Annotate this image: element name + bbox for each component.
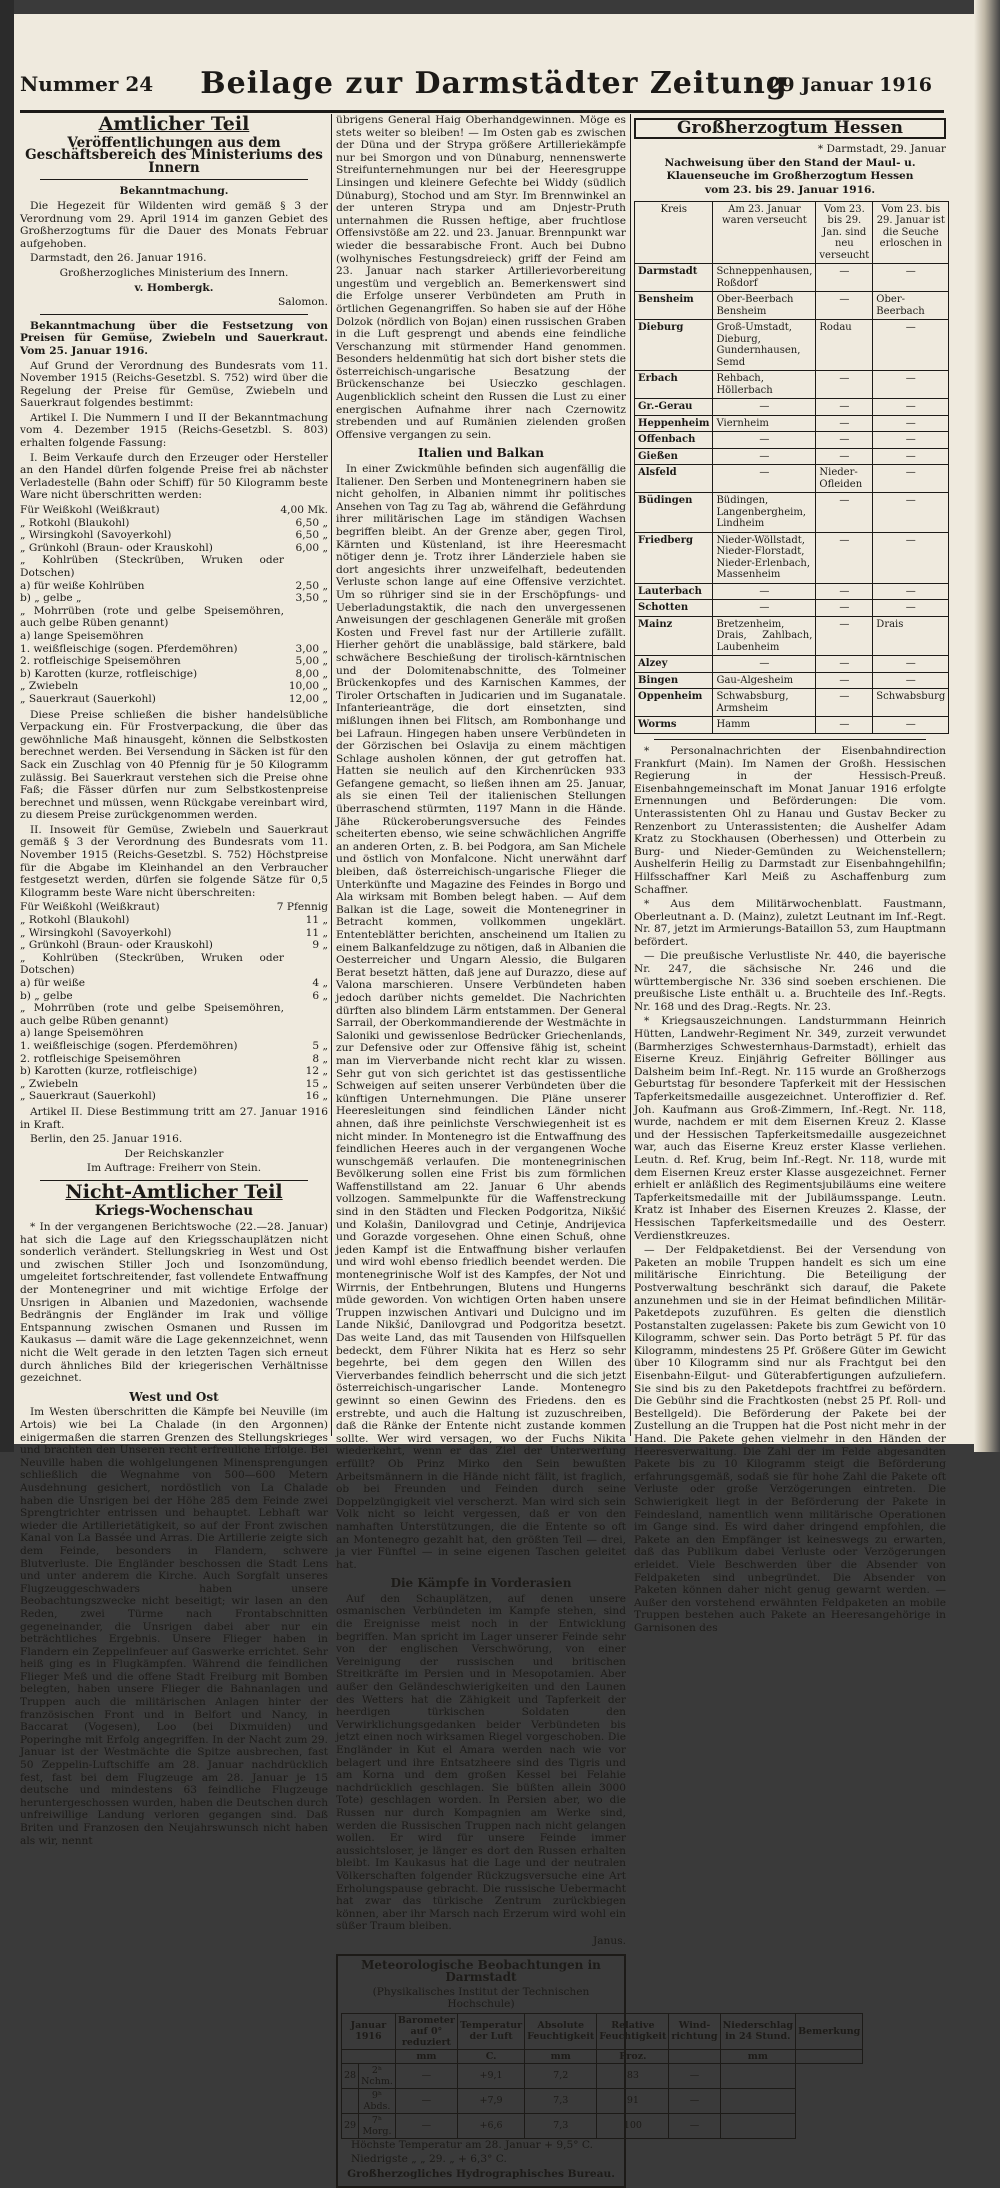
column-divider bbox=[630, 114, 631, 1436]
weather-unit bbox=[669, 2049, 720, 2063]
price-value: 6,50 „ bbox=[295, 516, 328, 529]
price-item: 2. rotfleischige Speisemöhren bbox=[20, 655, 181, 668]
table-cell: — bbox=[816, 415, 873, 432]
price-notice-office: Der Reichskanzler bbox=[124, 1147, 224, 1160]
price-item: b) Karotten (kurze, rotfleischige) bbox=[20, 1065, 198, 1078]
table-cell: — bbox=[873, 371, 949, 399]
table-cell: — bbox=[816, 448, 873, 465]
weather-unit bbox=[342, 2049, 396, 2063]
price-row bbox=[20, 680, 328, 693]
price-item: a) für weiße bbox=[20, 977, 86, 989]
section-1: I. Beim Verkaufe durch den Erzeuger oder Hersteller an den Handel dürfen folgende Preise frei ab nächster Verladestelle (Bahn oder Schiff) für 50 Kilogramm beste Ware nicht überschritten werden: bbox=[20, 451, 328, 502]
price-row bbox=[20, 605, 328, 630]
table-row bbox=[635, 415, 949, 432]
table-cell: Drais bbox=[873, 616, 949, 656]
italy-balkan-heading: Italien und Balkan bbox=[418, 446, 544, 461]
district-cell: Alzey bbox=[635, 656, 713, 673]
price-row bbox=[20, 1002, 328, 1027]
price-item: Für Weißkohl (Weißkraut) bbox=[20, 504, 160, 517]
notice-heading: Bekanntmachung. bbox=[119, 185, 229, 198]
table-header: Vom 23. bis 29. Januar ist die Seuche erloschen in bbox=[873, 201, 949, 264]
district-cell: Worms bbox=[635, 717, 713, 734]
table-cell: Rodau bbox=[816, 320, 873, 371]
price-row bbox=[20, 668, 328, 681]
district-cell: Mainz bbox=[635, 616, 713, 656]
price-row bbox=[20, 914, 328, 927]
epidemic-table-title: Nachweisung über den Stand der Maul- u. Klauenseuche im Großherzogtum Hessen bbox=[664, 157, 916, 182]
price-item: a) für weiße Kohlrüben bbox=[20, 579, 145, 592]
weather-box bbox=[336, 1954, 861, 2188]
price-row bbox=[20, 693, 328, 706]
weather-cell: 7ʰ Morg. bbox=[359, 2113, 396, 2138]
price-row bbox=[20, 939, 328, 952]
asia-signature: Janus. bbox=[592, 1934, 626, 1947]
asia-heading: Die Kämpfe in Vorderasien bbox=[390, 1576, 572, 1591]
casualty-list-news: — Die preußische Verlustliste Nr. 440, die bayerische Nr. 247, die sächsische Nr. 246 und die württembergische Nr. 336 sind soeben erschienen. Die preußische Liste enthält u. a. Bruchteile des Inf.-Regts. Nr. 168 und des Drag.-Regts. Nr. 23. bbox=[634, 950, 946, 1013]
weather-unit: Proz. bbox=[597, 2049, 669, 2063]
table-cell: — bbox=[816, 616, 873, 656]
price-notice-place: Berlin, den 25. Januar 1916. bbox=[30, 1133, 183, 1146]
price-notice-intro: Auf Grund der Verordnung des Bundesrats vom 11. November 1915 (Reichs-Gesetzbl. S. 752) wird über die Regelung der Preise für Gemüse, Zwiebeln und Sauerkraut folgendes bestimmt: bbox=[20, 359, 328, 410]
price-item: 1. weißfleischige (sogen. Pferdemöhren) bbox=[20, 642, 238, 655]
price-row bbox=[20, 580, 328, 593]
column-1 bbox=[20, 113, 329, 1847]
table-cell: Schwabsburg, Armsheim bbox=[713, 689, 816, 717]
table-row bbox=[635, 264, 949, 292]
table-row bbox=[635, 465, 949, 493]
table-cell: — bbox=[873, 656, 949, 673]
district-cell: Offenbach bbox=[635, 432, 713, 449]
weather-cell: — bbox=[395, 2063, 457, 2088]
price-row bbox=[20, 1053, 328, 1066]
weather-office: Großherzogliches Hydrographisches Bureau. bbox=[347, 2168, 615, 2181]
table-header: Vom 23. bis 29. Jan. sind neu verseucht bbox=[816, 201, 873, 264]
west-east-heading: West und Ost bbox=[129, 1389, 219, 1404]
price-notice-signature: Im Auftrage: Freiherr von Stein. bbox=[86, 1162, 262, 1175]
price-item: „ Wirsingkohl (Savoyerkohl) bbox=[20, 926, 172, 939]
table-cell: — bbox=[816, 432, 873, 449]
table-cell: — bbox=[713, 600, 816, 617]
table-cell: — bbox=[713, 656, 816, 673]
weather-unit: mm bbox=[720, 2049, 795, 2063]
table-row bbox=[635, 583, 949, 600]
table-row bbox=[635, 493, 949, 533]
table-cell: — bbox=[873, 465, 949, 493]
table-row bbox=[635, 320, 949, 371]
price-item: „ Grünkohl (Braun- oder Krauskohl) bbox=[20, 939, 213, 952]
table-cell: — bbox=[816, 264, 873, 292]
price-item: b) „ gelbe „ bbox=[20, 592, 82, 605]
table-row bbox=[635, 616, 949, 656]
article-2: Artikel II. Diese Bestimmung tritt am 27. Januar 1916 in Kraft. bbox=[20, 1105, 328, 1131]
table-cell: — bbox=[873, 717, 949, 734]
price-list-wholesale bbox=[20, 504, 328, 706]
weather-cell: 7,2 bbox=[525, 2063, 597, 2088]
district-cell: Alsfeld bbox=[635, 465, 713, 493]
table-cell: — bbox=[713, 432, 816, 449]
price-item: „ Rotkohl (Blaukohl) bbox=[20, 516, 130, 529]
weather-cell: — bbox=[669, 2063, 720, 2088]
price-value: 6,00 „ bbox=[295, 541, 328, 554]
table-cell: — bbox=[873, 448, 949, 465]
newspaper-title: Beilage zur Darmstädter Zeitung bbox=[200, 66, 788, 101]
divider bbox=[40, 314, 308, 315]
table-row bbox=[635, 532, 949, 583]
table-cell: — bbox=[816, 371, 873, 399]
weather-cell bbox=[720, 2063, 795, 2088]
price-item: 1. weißfleischige (sogen. Pferdemöhren) bbox=[20, 1039, 238, 1052]
notice-ministry: Großherzogliches Ministerium des Innern. bbox=[59, 266, 289, 279]
weather-header: Bemerkung bbox=[796, 2013, 863, 2049]
weather-cell: — bbox=[669, 2113, 720, 2138]
notice-signature-2: Salomon. bbox=[278, 296, 328, 309]
price-item: a) lange Speisemöhren bbox=[20, 629, 144, 642]
price-value: 15 „ bbox=[305, 1077, 328, 1090]
table-cell: Ober-Beerbach bbox=[873, 292, 949, 320]
weather-header: Januar 1916 bbox=[342, 2013, 396, 2049]
district-cell: Schotten bbox=[635, 600, 713, 617]
weather-cell: 7,3 bbox=[525, 2113, 597, 2138]
weather-cell: +7,9 bbox=[457, 2088, 524, 2113]
ministry-heading: Veröffentlichungen aus dem Geschäftsbereich des Ministeriums des Innern bbox=[25, 134, 323, 176]
price-row bbox=[20, 529, 328, 542]
price-item: „ Kohlrüben (Steckrüben, Wruken oder Dotschen) bbox=[20, 554, 284, 579]
price-row bbox=[20, 517, 328, 530]
weather-header: Niederschlag in 24 Stund. bbox=[720, 2013, 795, 2049]
price-value: 5,00 „ bbox=[295, 655, 328, 668]
weather-header: Temperatur der Luft bbox=[457, 2013, 524, 2049]
district-cell: Darmstadt bbox=[635, 264, 713, 292]
price-item: „ Mohrrüben (rote und gelbe Speisemöhren, auch gelbe Rüben genannt) bbox=[20, 1002, 284, 1027]
newspaper-page bbox=[14, 14, 974, 2181]
hessen-heading: Großherzogtum Hessen bbox=[634, 118, 946, 139]
military-weekly-news: * Aus dem Militärwochenblatt. Faustmann, Oberleutnant a. D. (Mainz), zuletzt Leutnant im Inf.-Regt. Nr. 87, jetzt im Armierungs-Bataillon 53, zum Hauptmann befördert. bbox=[634, 898, 946, 948]
table-cell: — bbox=[873, 399, 949, 416]
table-row bbox=[635, 600, 949, 617]
price-item: b) Karotten (kurze, rotfleischige) bbox=[20, 667, 198, 680]
price-value: 12 „ bbox=[305, 1065, 328, 1078]
railway-personnel-news: * Personalnachrichten der Eisenbahndirection Frankfurt (Main). Im Namen der Großh. Hessischen Regierung in der Hessisch-Preuß. Eisenbahngemeinschaft im Monat Januar 1916 erfolgte Ernennungen und Beförderungen: Die vom. Unterassistenten Ohl zu Hanau und Gustav Becker zu Renzenbort zu Unterassistenten; die Aushelfer Adam Kratz zu Stockhausen (Oberhessen) und Otterbein zu Burg- und Nieder-Gemünden zu Weichenstellern; Aushelferin Heilig zu Darmstadt zur Eisenbahngehilfin; Hilfsschaffner Karl Meiß zu Aschaffenburg zum Schaffner. bbox=[634, 744, 946, 896]
table-cell: — bbox=[873, 415, 949, 432]
section-1-text: Diese Preise schließen die bisher handelsübliche Verpackung ein. Für Frostverpackung, die über das gewöhnliche Maß hinausgeht, können die Selbstkosten berechnet werden. Bei Versendung in Säcken ist für den Sack ein Zuschlag von 40 Pfennig für je 50 Kilogramm zulässig. Bei Sauerkraut verstehen sich die Preise ohne Faß; die Fässer dürfen nur zum Selbstkostenpreise berechnet und müssen, wenn Rückgabe vereinbart wird, zu diesem Preise zurückgenommen werden. bbox=[20, 708, 328, 822]
table-cell: — bbox=[873, 672, 949, 689]
table-cell: Ober-Beerbach Bensheim bbox=[713, 292, 816, 320]
asia-text: Auf den Schauplätzen, auf denen unsere osmanischen Verbündeten im Kampfe stehen, sind die Ereignisse meist noch in der Entwicklung begriffen. Man spricht im Lager unserer Feinde sehr von der englischen Verschwörung, von einer Vereinigung der russischen und britischen Streitkräfte im Persien und in Mesopotamien. Aber außer den Geländeschwierigkeiten und den Launen des Wetters hat die Zähigkeit und Tapferkeit der heerdigen türkischen Soldaten den Verwirklichungsgedanken beider Verbündeten bis jetzt einen noch wirksamen Riegel vorgeschoben. Die Engländer in Kut el Amara werden nach wie vor belagert und ihre Entsatzheere sind des Tigris und am Korna und dem großen Kessel bei Felahie nachdrücklich geschlagen. Sie büßten allein 3000 Tote) geschlagen worden. In Persien aber, wo die Russen nur durch Kompagnien am Werke sind, werden die Russischen Truppen nach nicht gelangen wollen. Er wird für unsere Feinde immer aussichtsloser, je länger es dort den Russen erhalten bleibt. Im Kaukasus hat die Lage und der neutralen Völkerschaften folgender Rückzugsversuche eine Art Erholungspause gebracht. Die russische Uebermacht hat zwar das türkische Zentrum zurückbiegen können, aber ihr Marsch nach Erzerum wird wohl ein süßer Traum bleiben. bbox=[336, 1592, 626, 1933]
weather-header: Absolute Feuchtigkeit bbox=[525, 2013, 597, 2049]
table-cell: Schwabsburg bbox=[873, 689, 949, 717]
price-row bbox=[20, 990, 328, 1003]
price-item: Für Weißkohl (Weißkraut) bbox=[20, 901, 160, 914]
notice-text: Die Hegezeit für Wildenten wird gemäß § 3 der Verordnung vom 29. April 1914 im ganzen Gebiet des Großherzogtums für die Dauer des Monats Februar aufgehoben. bbox=[20, 199, 328, 250]
price-value bbox=[284, 554, 328, 579]
column-divider bbox=[331, 114, 332, 1436]
weather-table bbox=[341, 2013, 863, 2139]
weather-cell: 91 bbox=[597, 2088, 669, 2113]
issue-number: Nummer 24 bbox=[20, 72, 154, 96]
weather-cell: — bbox=[395, 2088, 457, 2113]
price-value: 10,00 „ bbox=[288, 680, 328, 693]
price-item: „ Wirsingkohl (Savoyerkohl) bbox=[20, 529, 172, 542]
table-cell: — bbox=[873, 432, 949, 449]
price-row bbox=[20, 927, 328, 940]
epidemic-table bbox=[634, 201, 949, 734]
price-item: b) „ gelbe bbox=[20, 989, 73, 1002]
district-cell: Gr.-Gerau bbox=[635, 399, 713, 416]
weather-cell: — bbox=[395, 2113, 457, 2138]
price-value bbox=[284, 1027, 328, 1040]
table-cell: Nieder-Wöllstadt, Nieder-Florstadt, Nieder-Erlenbach, Massenheim bbox=[713, 532, 816, 583]
price-value: 6,50 „ bbox=[295, 529, 328, 542]
district-cell: Lauterbach bbox=[635, 583, 713, 600]
weather-cell bbox=[720, 2088, 795, 2113]
table-cell: — bbox=[816, 532, 873, 583]
weather-unit bbox=[796, 2049, 863, 2063]
price-value: 4,00 Mk. bbox=[280, 504, 328, 517]
table-cell: — bbox=[816, 583, 873, 600]
notice-place: Darmstadt, den 26. Januar 1916. bbox=[30, 252, 207, 265]
table-row bbox=[635, 672, 949, 689]
weather-subtitle: (Physikalisches Institut der Technischen Hochschule) bbox=[372, 1985, 590, 2011]
weather-header: Relative Feuchtigkeit bbox=[597, 2013, 669, 2049]
price-value: 11 „ bbox=[305, 926, 328, 939]
weather-header: Barometer auf 0° reduziert bbox=[395, 2013, 457, 2049]
table-cell: — bbox=[713, 465, 816, 493]
table-header: Kreis bbox=[635, 201, 713, 264]
field-parcel-news: — Der Feldpaketdienst. Bei der Versendung von Paketen an mobile Truppen handelt es sich um eine militärische Einrichtung. Die Beteiligung der Postverwaltung beschränkt sich darauf, die Pakete anzunehmen und sie in der Heimat befindlichen Militär-Paketdepots zuzuführen. Es gelten die dienstlich Postanstalten zugelassen: Pakete bis zum Gewicht von 10 Kilogramm, schwer sein. Das Porto beträgt 5 Pf. für das Kilogramm, mindestens 25 Pf. Größere Güter im Gewicht über 10 Kilogramm sind nur als Frachtgut bei den Eisenbahn-Eilgut- und Güterabfertigungen aufzuliefern. Sie sind bis zu den Paketdepots frachtfrei zu befördern. Die Gebühr sind die Frachtkosten (nebst 25 Pf. Roll- und Bestellgeld). Die Beförderung der Pakete bei der Zustellung an die Truppen hat die Post nicht mehr in der Hand. Die Pakete gehen vielmehr in den Händen der Heeresverwaltung. Die Zahl der im Felde abgesandten Pakete bis zu 10 Kilogramm steigt die Beförderung erfahrungsgemäß, sodaß sie für hohe Zahl die Pakete oft Verluste oder große Verzögerungen eintreten. Die Schwierigkeit liegt in der Beförderung der Pakete in Feindesland, namentlich wenn militärische Operationen im Gange sind. Es wird daher dringend empfohlen, die Pakete an den Empfänger ist keineswegs zu erwarten, daß das Publikum dabei Verluste oder Verzögerungen erleidet. Viele Beschwerden über die Absender von Feldpaketen sind unbegründet. Die Absender von Paketen können daher nicht genug gewarnt werden. — Außer den vorstehend erwähnten Feldpaketen an mobile Truppen bestehen auch Pakete an Heeresangehörige in Garnisonen des bbox=[634, 1244, 946, 1634]
price-row bbox=[20, 1040, 328, 1053]
italy-balkan-text: In einer Zwickmühle befinden sich augenfällig die Italiener. Den Serben und Montenegrinern haben sie nicht geholfen, in Albanien nimmt ihr politisches Ansehen von Tag zu Tag ab, während die Gefährdung ihrer militärischen Lage im ständigen Wachsen begriffen bleibt. An der Grenze aber, gegen Tirol, Kärnten und Küstenland, ist ihre Heeresmacht nötiger denn je. Trotz ihrer Länderziele haben sie dort angesichts ihrer unzweifelhaft, bedeutenden Verluste schon lange auf eine Offensive verzichtet. Um so rühriger sind sie in der Erschöpfungs- und Ueberladungstaktik, die nach den unvergessenen Anweisungen der geschlagenen Generäle mit großen Kosten und Frevel fast nur der Artillerie zufällt. Hierher gehört die unablässige, bald stärkere, bald schwächere Beschießung der tirolisch-kärntnischen und der Dolomitenabschnitte, des Tolmeiner Brückenkopfes und des Karnischen Kammes, der Tiroler Ortschaften in Judicarien und im Suganatale. Infanterieanträge, die dort einsetzten, sind mißlungen ihnen bei Flitsch, am Rombonhange und bei Lafraun. Hingegen haben unsere Verbündeten in der Görzischen bei Oslavija zu einem mächtigen Schlage ausholen können, der gut getroffen hat. Hatten sie neulich auf den Kirchenrücken 933 Gefangene gemacht, so ließen ihnen am 25. Januar, als sie einen Teil der italienischen Stellungen überraschend stürmten, 1197 Mann in die Hände. Jähe Rückeroberungsversuche des Feindes scheiterten ebenso, wie seine schwächlichen Angriffe an anderen Orten, z. B. bei Podgora, am San Michele und östlich von Monfalcone. Nicht unerwähnt darf bleiben, daß österreichisch-ungarische Flieger die Unterkünfte und Magazine des Feindes in Borgo und Ala wirksam mit Bomben belegt haben. — Auf dem Balkan ist die Lage, soweit die Montenegriner in Betracht kommen, vollkommen ungeklärt. Ententeblätter berichten, anscheinend um Italien zu einem Balkanfeldzuge zu nötigen, daß in Albanien die Oesterreicher und Ungarn Alessio, die Bulgaren Berat besetzt hätten, daß jene auf Durazzo, diese auf Valona marschieren. Unsere Verbündeten haben jedoch darüber nichts gemeldet. Die Nachrichten dürften also blindem Lärm entstammen. Der General Sarrail, der Oberkommandierende der Westmächte in Saloniki und gewissenlose Bedrücker Griechenlands, zur Defensive oder zur Offensive fähig ist, scheint man im Vierverbande nicht recht klar zu wissen. Sehr gut von sich gerichtet ist das gestissentliche Schweigen auf seiten unserer Verbündeten über die künftigen Unternehmungen. Die Pläne unserer Heeresleitungen sind feindlichen Länder nicht ahnen, daß ihre peinlichste Verschwiegenheit ist es nicht minder. In Montenegro ist die Entwaffnung des feindlichen Heeres auch in der vergangenen Woche wunschgemäß verlaufen. Die montenegrinischen Bevölkerung sollen eine Frist bis zum förmlichen Waffenstillstand am 22. Januar 6 Uhr abends vollzogen. Sammelpunkte für die Waffenstreckung sind in den Städten und Flecken Podgoritza, Nikšić und Kolašin, Danilovgrad und Cetinje, Andrijevica und Gorazde vorgesehen. Ohne einen Schuß, ohne jeden Kampf ist die Entwaffnung bisher verlaufen und wird wohl ebenso friedlich beendet werden. Die montenegrinische Wolf ist des Kampfes, der Not und Wirrnis, der Entbehrungen, Blutens und Hungerns müde geworden. Von wichtigen Orten haben unsere Truppen inzwischen Antivari und Dulcigno und im Lande Nikšić, Danilovgrad und Podgoritza besetzt. Das weite Land, das mit Tausenden von Hilfsquellen bedeckt, dem Führer Nikita hat es Herz so sehr begehrte, bei dem gegen den Willen des Vierverbandes feindlich beherrscht und die sich jetzt österreichisch-ungarischer Lande. Montenegro gewinnt so einen Gewinn des Friedens. den es erstrebte, und auch die Haltung ist zuzuschreiben, daß die Ränke der Entente nicht zustande kommen sollte. Wer wird versagen, wo der Fuchs Nikita wiederkehrt, wenn er das Ziel der Unterwerfung erfüllt? Ob Prinz Mirko den Sein bewußten Arbeitsmännern in die Hände nicht fällt, ist fraglich, ob bei Freunden und Feinden durch seine Doppelzüngigkeit viel verscherzt. Man wird sich sein Volk nicht so leicht vergessen, daß er von den namhaften Unterstützungen, die die Entente so oft an Montenegro gezahlt hat, den größten Teil — drei, ja vier Fünftel — in seine eigenen Taschen geleitet hat. bbox=[336, 463, 626, 1571]
war-review-heading: Kriegs-Wochenschau bbox=[94, 1202, 254, 1219]
weather-cell: 83 bbox=[597, 2063, 669, 2088]
weather-title: Meteorologische Beobachtungen in Darmstadt bbox=[361, 1957, 601, 1985]
weather-row bbox=[342, 2063, 863, 2088]
price-value: 9 „ bbox=[312, 939, 328, 952]
table-cell: — bbox=[713, 399, 816, 416]
price-notice-heading: Bekanntmachung über die Festsetzung von Preisen für Gemüse, Zwiebeln und Sauerkraut. Vom 25. Januar 1916. bbox=[20, 319, 328, 357]
table-cell: Viernheim bbox=[713, 415, 816, 432]
scan-right-edge bbox=[974, 0, 1000, 1452]
price-value bbox=[284, 1002, 328, 1027]
table-row bbox=[635, 371, 949, 399]
price-value: 7 Pfennig bbox=[276, 901, 328, 914]
price-row bbox=[20, 643, 328, 656]
price-row bbox=[20, 1090, 328, 1103]
price-item: „ Rotkohl (Blaukohl) bbox=[20, 914, 130, 927]
war-decorations-news: * Kriegsauszeichnungen. Landsturmmann Heinrich Hütten, Landwehr-Regiment Nr. 349, zurzeit verwundet (Barmherziges Schwesternhaus-Darmstadt), erhielt das Eiserne Kreuz. Einjährig Gefreiter Böllinger aus Dalsheim beim Inf.-Regt. Nr. 115 wurde an Großherzogs Geburtstag für besondere Tapferkeit mit der Hessischen Tapferkeitsmedaille ausgezeichnet. Unteroffizier d. Ref. Joh. Kaufmann aus Groß-Zimmern, Inf.-Regt. Nr. 118, wurde, nachdem er mit dem Eisernen Kreuz 2. Klasse und der Hessischen Tapferkeitsmedaille ausgezeichnet war, auch das Eiserne Kreuz erster Klasse verliehen. Leutn. d. Ref. Krug, beim Inf.-Regt. Nr. 118, wurde mit dem Eisernen Kreuz erster Klasse ausgezeichnet. Ferner erhielt er anläßlich des Regimentsjubiläums eine weitere Tapferkeitsmedaille mit der Jubiläumsspange. Leutn. Kratz ist Inhaber des Eisernen Kreuzes 2. Klasse, der Hessischen Tapferkeitsmedaille und des Oesterr. Verdienstkreuzes. bbox=[634, 1015, 946, 1242]
weather-cell: 2ʰ Nchm. bbox=[359, 2063, 396, 2088]
war-review-continued: übrigens General Haig Oberhandgewinnen. Möge es stets weiter so bleiben! — Im Osten gab es zwischen der Düna und der Strypa größere Artilleriekämpfe nur bei Smorgon und von Dünaburg, nennenswerte Streifunternehmungen nur bei der Heeresgruppe Linsingen und kleinere Gefechte bei Widdy (südlich Dünaburg), Stochod und am Styr. Im Brennwinkel an der unteren Strypa und am Dnjestr-Pruth unternahmen die Russen heftige, aber fruchtlose Offensivstöße am 22. und 23. Januar. Brennpunkt war wieder die bessarabische Front. Auch bei Dubno (wolhynisches Festungsdreieck) griff der Feind am 23. Januar nach starker Artillerievorbereitung ungestüm und vergeblich an. Bemerkenswert sind die Erfolge unserer Verbündeten am Pruth in örtlichen Gegenangriffen. So haben sie auf der Höhe Dolzok (nördlich von Bojan) einen russischen Graben in die Luft gesprengt und abends eine feindliche Verschanzung mit stürmender Hand genommen. Besonders heldenmütig hat sich dort bisher stets die österreichisch-ungarische Besatzung der Brückenschanze bei Usieczko geschlagen. Augenblicklich scheint den Russen die Lust zu einer energischen Aufnahme ihrer nach Czernowitz strebenden und auf Rumänien zielenden großen Offensive vergangen zu sein. bbox=[336, 114, 626, 441]
price-row bbox=[20, 504, 328, 517]
table-cell: — bbox=[816, 399, 873, 416]
divider bbox=[40, 179, 308, 180]
price-item: a) lange Speisemöhren bbox=[20, 1027, 144, 1040]
price-value bbox=[284, 605, 328, 630]
price-value bbox=[284, 630, 328, 643]
district-cell: Büdingen bbox=[635, 493, 713, 533]
table-cell: Rehbach, Höllerbach bbox=[713, 371, 816, 399]
price-row bbox=[20, 554, 328, 579]
weather-cell: 7,3 bbox=[525, 2088, 597, 2113]
weather-unit: C. bbox=[457, 2049, 524, 2063]
weather-cell: 29 bbox=[342, 2113, 359, 2138]
section-2: II. Insoweit für Gemüse, Zwiebeln und Sauerkraut gemäß § 3 der Verordnung des Bundesrats vom 11. November 1915 (Reichs-Gesetzbl. S. 752) Höchstpreise für die Abgabe im Kleinhandel an den Verbraucher festgesetzt werden, dürfen sie folgende Sätze für 0,5 Kilogramm beste Ware nicht überschreiten: bbox=[20, 823, 328, 899]
war-review-intro: * In der vergangenen Berichtswoche (22.—28. Januar) hat sich die Lage auf den Kriegsschauplätzen nicht sonderlich verändert. Stellungskrieg in West und Ost und zwischen Stiller Joch und Isonzomündung, umgeleitet fortschreitender, fast vollendete Entwaffnung der Montenegriner und mit wichtige Erfolge der Unsrigen in Albanien und Mazedonien, wachsende Bedrängnis der Engländer im Irak und völlige Entspannung zwischen Osmanen und Russen im Kaukasus — damit wäre die Lage gekennzeichnet, wenn nicht die Welt gerade in den letzten Tagen sich erneut durch ähnliches Bild der kriegerischen Verhältnisse gezeichnet. bbox=[20, 1221, 328, 1385]
west-east-text: Im Westen überschritten die Kämpfe bei Neuville (im Artois) wie bei La Chalade (in den Argonnen) einigermaßen die starren Grenzen des Stellungskrieges und brachten den Unseren recht erfreuliche Erfolge. Bei Neuville haben die wohlgelungenen Minensprengungen schließlich die Wegnahme von 500—600 Metern Ausdehnung gesichert, nordöstlich von La Chalade haben die Unsrigen bei der Höhe 285 dem Feinde zwei Sprengtrichter entrissen und behauptet. Lebhaft war wieder die Artillerietätigkeit, so auf der Front zwischen Kanal von La Bassée und Arras. Die Artillerie zeigte sich dem Feinde, besonders in Flandern, schwere Blutverluste. Die Engländer beschossen die Stadt Lens und unter anderem die Kirche. Auch Sorgfalt unseres Flugzeuggeschwaders haben unsere Beobachtungszwecke nicht beseitigt; wir lasen an den Reden, zwei Türme nach Frontabschnitten gegeneinander, die Unsrigen dabei aber nur ein beträchtliches Ergebnis. Unsere Flieger haben in Flandern ein Zeppelinfeuer auf Gaswerke errichtet. Sehr heiß ging es in Flugkämpfen. Während die feindlichen Flieger Meß und die offene Stadt Freiburg mit Bomben belegten, haben unsere Flieger die Bahnanlagen und Truppen auch die militärischen Anlagen hinter der französischen Front und in Belfort und Nancy, in Baccarat (Vogesen), Loo (bei Dixmuiden) und Poperinghe mit Erfolg angegriffen. In der Nacht zum 29. Januar ist der Westmächte die Spitze ausbrechen, fast 50 Zeppelin-Luftschiffe am 28. Januar nachdrücklich fest, fast bei dem Flugzeuge am 28. Januar je 15 deutsche und mindestens 63 feindliche Flugzeuge heruntergeschossen wurden, haben die Deutschen durch unfreiwillige Landung verloren gegangen sind. Daß Briten und Franzosen den Neujahrswunsch nicht haben als wir, nennt bbox=[20, 1406, 329, 1847]
weather-cell: 100 bbox=[597, 2113, 669, 2138]
table-cell: — bbox=[816, 672, 873, 689]
price-value: 12,00 „ bbox=[288, 692, 328, 705]
table-cell: Bretzenheim, Drais, Zahlbach, Laubenheim bbox=[713, 616, 816, 656]
price-value: 8 „ bbox=[312, 1052, 328, 1065]
price-value: 6 „ bbox=[312, 989, 328, 1002]
section-title-official: Amtlicher Teil bbox=[98, 113, 250, 135]
price-row bbox=[20, 542, 328, 555]
price-row bbox=[20, 655, 328, 668]
hessen-dateline: * Darmstadt, 29. Januar bbox=[817, 142, 946, 155]
weather-cell bbox=[342, 2088, 359, 2113]
table-cell: — bbox=[816, 600, 873, 617]
weather-cell: +6,6 bbox=[457, 2113, 524, 2138]
table-cell: — bbox=[873, 583, 949, 600]
price-row bbox=[20, 1027, 328, 1040]
price-value: 11 „ bbox=[305, 914, 328, 927]
price-value: 2,50 „ bbox=[295, 579, 328, 592]
masthead bbox=[14, 64, 974, 110]
weather-row bbox=[342, 2088, 863, 2113]
price-item: „ Mohrrüben (rote und gelbe Speisemöhren, auch gelbe Rüben genannt) bbox=[20, 604, 284, 630]
weather-min: Niedrigste „ „ 29. „ + 6,3° C. bbox=[351, 2153, 507, 2166]
divider bbox=[654, 739, 926, 740]
price-row bbox=[20, 592, 328, 605]
table-cell: — bbox=[816, 689, 873, 717]
table-row bbox=[635, 448, 949, 465]
price-item: „ Zwiebeln bbox=[20, 680, 79, 693]
price-row bbox=[20, 1065, 328, 1078]
table-cell: — bbox=[873, 493, 949, 533]
table-cell: Gau-Algesheim bbox=[713, 672, 816, 689]
price-item: „ Grünkohl (Braun- oder Krauskohl) bbox=[20, 541, 213, 554]
price-row bbox=[20, 977, 328, 990]
table-row bbox=[635, 399, 949, 416]
table-cell: Nieder-Ofleiden bbox=[816, 465, 873, 493]
price-row bbox=[20, 952, 328, 977]
price-item: „ Sauerkraut (Sauerkohl) bbox=[20, 1090, 156, 1103]
table-cell: Büdingen, Langenbergheim, Lindheim bbox=[713, 493, 816, 533]
price-list-retail bbox=[20, 901, 328, 1103]
section-title-nonofficial: Nicht-Amtlicher Teil bbox=[65, 1180, 283, 1203]
weather-unit: mm bbox=[395, 2049, 457, 2063]
district-cell: Gießen bbox=[635, 448, 713, 465]
table-row bbox=[635, 432, 949, 449]
weather-unit: mm bbox=[525, 2049, 597, 2063]
price-item: „ Sauerkraut (Sauerkohl) bbox=[20, 692, 156, 705]
price-value: 5 „ bbox=[312, 1039, 328, 1052]
table-cell: — bbox=[873, 264, 949, 292]
price-row bbox=[20, 1078, 328, 1091]
weather-cell: — bbox=[669, 2088, 720, 2113]
price-item: „ Zwiebeln bbox=[20, 1077, 79, 1090]
table-row bbox=[635, 656, 949, 673]
district-cell: Bensheim bbox=[635, 292, 713, 320]
column-3 bbox=[634, 114, 946, 1634]
price-value: 16 „ bbox=[305, 1090, 328, 1103]
weather-cell bbox=[720, 2113, 795, 2138]
price-value: 3,00 „ bbox=[295, 642, 328, 655]
table-cell: Hamm bbox=[713, 717, 816, 734]
table-cell: — bbox=[873, 320, 949, 371]
weather-row bbox=[342, 2113, 863, 2138]
price-value: 4 „ bbox=[312, 977, 328, 989]
table-cell: — bbox=[816, 656, 873, 673]
table-cell: — bbox=[873, 532, 949, 583]
district-cell: Heppenheim bbox=[635, 415, 713, 432]
weather-cell: 28 bbox=[342, 2063, 359, 2088]
scan-left-margin bbox=[0, 0, 14, 1452]
table-row bbox=[635, 689, 949, 717]
price-item: 2. rotfleischige Speisemöhren bbox=[20, 1052, 181, 1065]
table-cell: Groß-Umstadt, Dieburg, Gundernhausen, Semd bbox=[713, 320, 816, 371]
price-value: 3,50 „ bbox=[295, 592, 328, 605]
district-cell: Friedberg bbox=[635, 532, 713, 583]
weather-max: Höchste Temperatur am 28. Januar + 9,5° C. bbox=[351, 2138, 593, 2151]
table-header: Am 23. Januar waren verseucht bbox=[713, 201, 816, 264]
table-cell: — bbox=[816, 717, 873, 734]
issue-date: 29 Januar 1916 bbox=[768, 74, 932, 96]
weather-header: Wind-richtung bbox=[669, 2013, 720, 2049]
district-cell: Dieburg bbox=[635, 320, 713, 371]
table-row bbox=[635, 717, 949, 734]
weather-cell: +9,1 bbox=[457, 2063, 524, 2088]
article-1: Artikel I. Die Nummern I und II der Bekanntmachung vom 4. Dezember 1915 (Reichs-Gesetzbl. S. 803) erhalten folgende Fassung: bbox=[20, 411, 328, 450]
price-item: „ Kohlrüben (Steckrüben, Wruken oder Dotschen) bbox=[20, 951, 284, 977]
table-row bbox=[635, 292, 949, 320]
price-row bbox=[20, 901, 328, 914]
district-cell: Oppenheim bbox=[635, 689, 713, 717]
table-cell: Schneppenhausen, Roßdorf bbox=[713, 264, 816, 292]
price-value: 8,00 „ bbox=[295, 667, 328, 680]
table-cell: — bbox=[816, 493, 873, 533]
table-cell: — bbox=[713, 448, 816, 465]
district-cell: Erbach bbox=[635, 371, 713, 399]
table-cell: — bbox=[873, 600, 949, 617]
price-value bbox=[284, 952, 328, 977]
weather-cell: 9ʰ Abds. bbox=[359, 2088, 396, 2113]
table-cell: — bbox=[816, 292, 873, 320]
table-cell: — bbox=[713, 583, 816, 600]
price-row bbox=[20, 630, 328, 643]
district-cell: Bingen bbox=[635, 672, 713, 689]
epidemic-table-period: vom 23. bis 29. Januar 1916. bbox=[704, 184, 876, 197]
notice-signature: v. Hombergk. bbox=[134, 281, 214, 294]
